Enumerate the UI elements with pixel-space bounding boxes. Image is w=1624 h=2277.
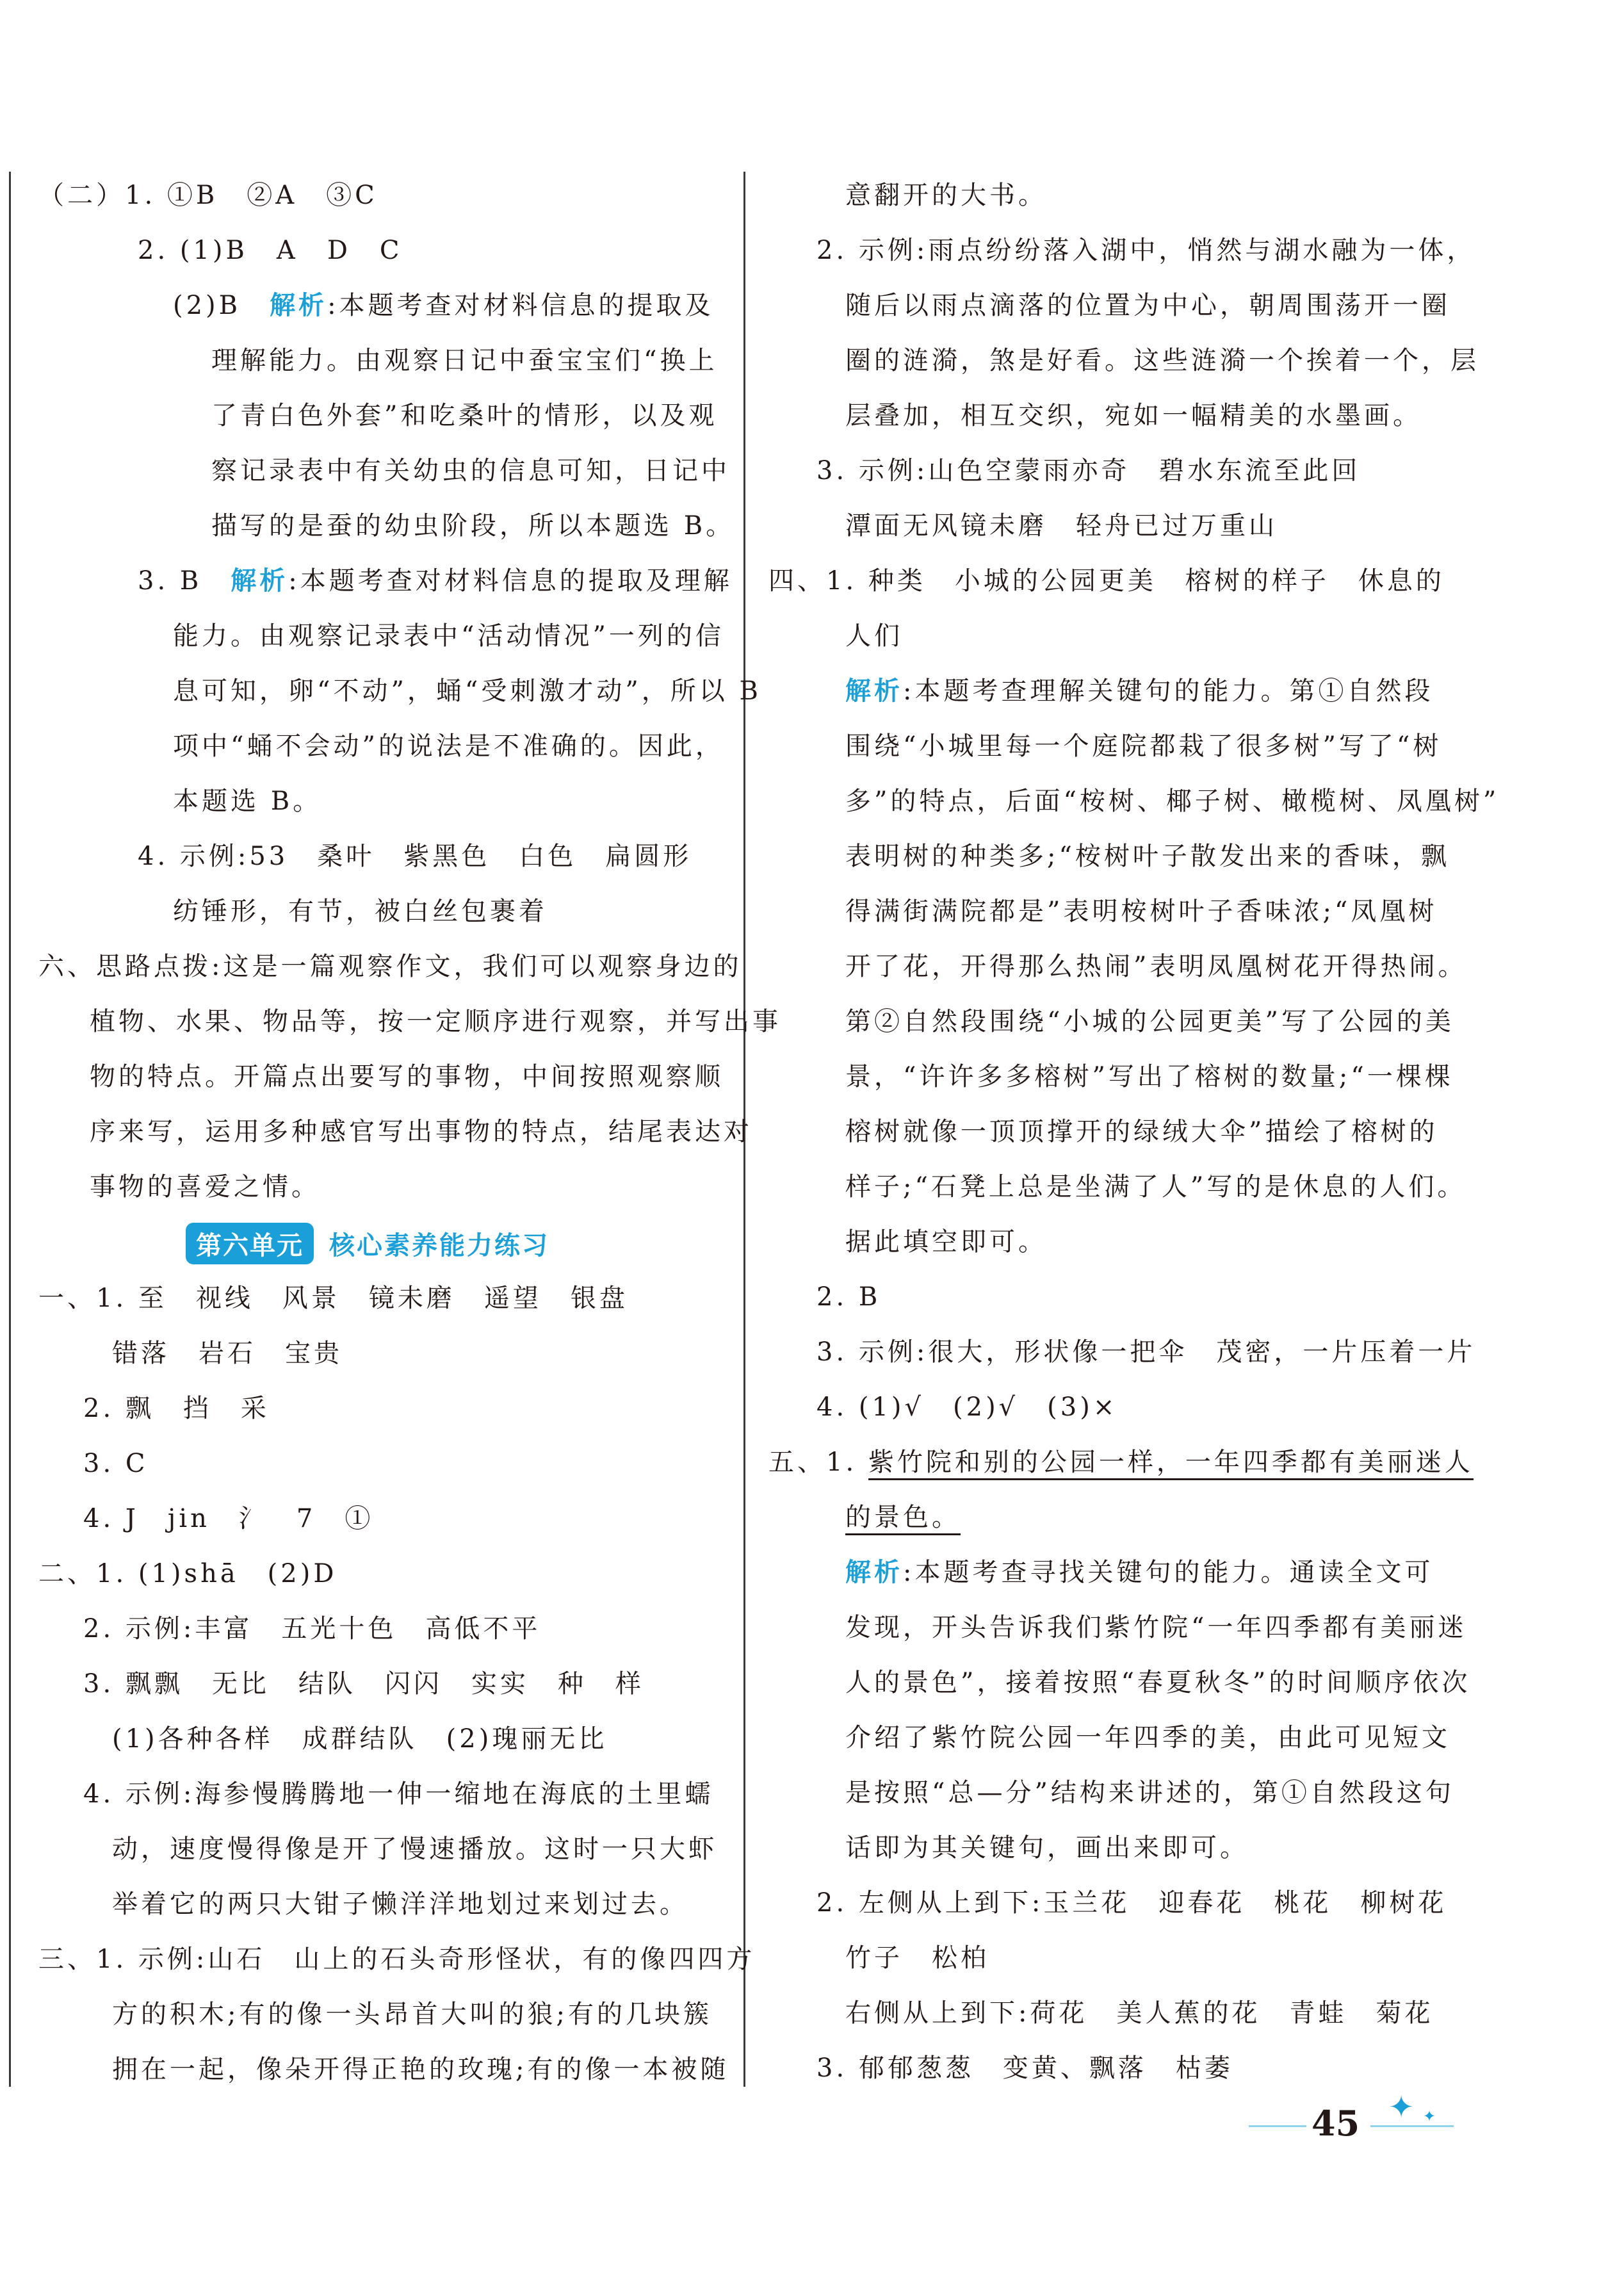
unit-badge: 第六单元 [186,1223,314,1264]
answer-line: 错落 岩石 宝贵 [112,1339,343,1368]
analysis-label: 解析 [845,676,903,706]
answer-line: 2. 示例:雨点纷纷落入湖中，悄然与湖水融为一体， [816,236,1476,265]
answer-line: 事物的喜爱之情。 [90,1172,320,1202]
answer-line [845,1545,1433,1600]
answer-text: :本题考查寻找关键句的能力。通读全文可 [903,1558,1434,1587]
answer-line [845,664,1433,719]
answer-line: 是按照“总—分”结构来讲述的，第①自然段这句 [845,1778,1454,1808]
answer-line: 围绕“小城里每一个庭院都栽了很多树”写了“树 [845,731,1442,761]
answer-line: 开了花，开得那么热闹”表明凤凰树花开得热闹。 [845,952,1467,981]
answer-line: 序来写，运用多种感官写出事物的特点，结尾表达对 [90,1117,752,1147]
answer-line: 了青白色外套”和吃桑叶的情形，以及观 [211,401,718,430]
answer-line: 人们 [845,621,903,651]
answer-line: 3. C [83,1449,149,1478]
answer-line: 四、1. 种类 小城的公园更美 榕树的样子 休息的 [768,566,1445,596]
answer-line: 2. 飘 挡 采 [83,1394,270,1423]
answer-line: (1)各种各样 成群结队 (2)瑰丽无比 [112,1724,608,1754]
section-title: 核心素养能力练习 [329,1230,549,1261]
answer-text: 五、1. [768,1448,868,1477]
answer-line: 样子;“石凳上总是坐满了人”写的是休息的人们。 [845,1172,1466,1202]
answer-line: 潭面无风镜未磨 轻舟已过万重山 [845,511,1278,541]
answer-line: 察记录表中有关幼虫的信息可知，日记中 [211,456,730,486]
answer-line: 话即为其关键句，画出来即可。 [845,1833,1249,1863]
answer-line: 4. (1)√ (2)√ (3)× [816,1392,1118,1422]
answer-line: 动，速度慢得像是开了慢速播放。这时一只大虾 [112,1834,717,1864]
answer-line: 得满街满院都是”表明桉树叶子香味浓;“凤凰树 [845,897,1438,926]
answer-line [768,1435,1474,1490]
answer-line: 方的积木;有的像一头昂首大叫的狼;有的几块簇 [112,2000,712,2029]
answer-line [173,278,714,333]
answer-line: 三、1. 示例:山石 山上的石头奇形怪状，有的像四四方 [38,1945,756,1974]
section-heading [186,1216,549,1271]
answer-line: 右侧从上到下:荷花 美人蕉的花 青蛙 菊花 [845,1998,1434,2028]
answer-line: 多”的特点，后面“桉树、椰子树、橄榄树、凤凰树” [845,787,1500,816]
answer-line: 一、1. 至 视线 风景 镜未磨 遥望 银盘 [38,1284,628,1313]
answer-line: 随后以雨点滴落的位置为中心，朝周围荡开一圈 [845,291,1450,320]
analysis-label: 解析 [270,290,328,320]
answer-line: 六、思路点拨:这是一篇观察作文，我们可以观察身边的 [38,952,742,981]
answer-line: 2. B [816,1282,881,1312]
answer-line: 3. 郁郁葱葱 变黄、飘落 枯萎 [816,2053,1233,2083]
answer-line: 纺锤形，有节，被白丝包裹着 [173,897,548,926]
answer-text: :本题考查理解关键句的能力。第①自然段 [903,676,1434,706]
answer-line: 圈的涟漪，煞是好看。这些涟漪一个挨着一个，层 [845,346,1479,375]
answer-line: 人的景色”，接着按照“春夏秋冬”的时间顺序依次 [845,1668,1471,1697]
answer-line: 3. 示例:很大，形状像一把伞 茂密，一片压着一片 [816,1337,1476,1367]
answer-line: 竹子 松柏 [845,1943,989,1973]
small-sparkle-star-icon: ✦ [1423,2107,1436,2125]
underlined-key-sentence: 紫竹院和别的公园一样，一年四季都有美丽迷人 [868,1448,1474,1480]
answer-line: 息可知，卵“不动”，蛹“受刺激才动”，所以 B [173,676,761,706]
answer-line: 2. (1)B A D C [138,236,403,265]
answer-text: (2)B [173,291,270,320]
answer-line: 3. 示例:山色空蒙雨亦奇 碧水东流至此回 [816,456,1361,486]
answer-line: 物的特点。开篇点出要写的事物，中间按照观察顺 [90,1062,724,1091]
answer-line: 举着它的两只大钳子懒洋洋地划过来划过去。 [112,1889,688,1919]
answer-line: 拥在一起，像朵开得正艳的玫瑰;有的像一本被随 [112,2055,729,2084]
answer-line: 植物、水果、物品等，按一定顺序进行观察，并写出事 [90,1007,781,1036]
answer-line: 第②自然段围绕“小城的公园更美”写了公园的美 [845,1007,1454,1036]
page-number: 45 [1311,2103,1360,2144]
answer-text: 3. B [138,566,231,596]
answer-line: 榕树就像一顶顶撑开的绿绒大伞”描绘了榕树的 [845,1117,1438,1147]
answer-text: :本题考查对材料信息的提取及 [327,291,714,320]
answer-line [138,553,733,608]
answer-line: 据此填空即可。 [845,1227,1047,1257]
answer-line: 意翻开的大书。 [845,181,1047,210]
answer-line [845,1490,961,1545]
answer-line: 项中“蛹不会动”的说法是不准确的。因此， [173,731,724,761]
left-margin-rule [9,172,11,2087]
answer-line: 层叠加，相互交织，宛如一幅精美的水墨画。 [845,401,1422,430]
answer-line: 二、1. (1)shā (2)D [38,1559,337,1588]
answer-line: 4. J jin 氵 7 ① [83,1504,374,1533]
analysis-label: 解析 [231,566,289,596]
sparkle-star-icon: ✦ [1388,2089,1415,2125]
answer-line: 3. 飘飘 无比 结队 闪闪 实实 种 样 [83,1669,644,1699]
analysis-label: 解析 [845,1557,903,1587]
answer-line: 4. 示例:53 桑叶 紫黑色 白色 扁圆形 [138,842,692,871]
answer-line: 理解能力。由观察日记中蚕宝宝们“换上 [211,346,718,375]
underlined-key-sentence: 的景色。 [845,1503,961,1535]
answer-line: 介绍了紫竹院公园一年四季的美，由此可见短文 [845,1723,1450,1752]
answer-line: 本题选 B。 [173,787,322,816]
answer-line: 2. 示例:丰富 五光十色 高低不平 [83,1614,541,1644]
answer-text: :本题考查对材料信息的提取及理解 [288,566,733,596]
answer-line: （二）1. ①B ②A ③C [38,181,378,210]
answer-line: 景，“许许多多榕树”写出了榕树的数量;“一棵棵 [845,1062,1454,1091]
answer-line: 能力。由观察记录表中“活动情况”一列的信 [173,621,724,651]
answer-line: 2. 左侧从上到下:玉兰花 迎春花 桃花 柳树花 [816,1888,1447,1918]
answer-line: 发现，开头告诉我们紫竹院“一年四季都有美丽迷 [845,1613,1467,1642]
footer-rule-left [1249,2125,1306,2127]
answer-line: 4. 示例:海参慢腾腾地一伸一缩地在海底的土里蠕 [83,1779,714,1809]
footer-rule-right [1370,2125,1454,2127]
answer-line: 描写的是蚕的幼虫阶段，所以本题选 B。 [211,511,735,541]
answer-line: 表明树的种类多;“桉树叶子散发出来的香味，飘 [845,842,1450,871]
